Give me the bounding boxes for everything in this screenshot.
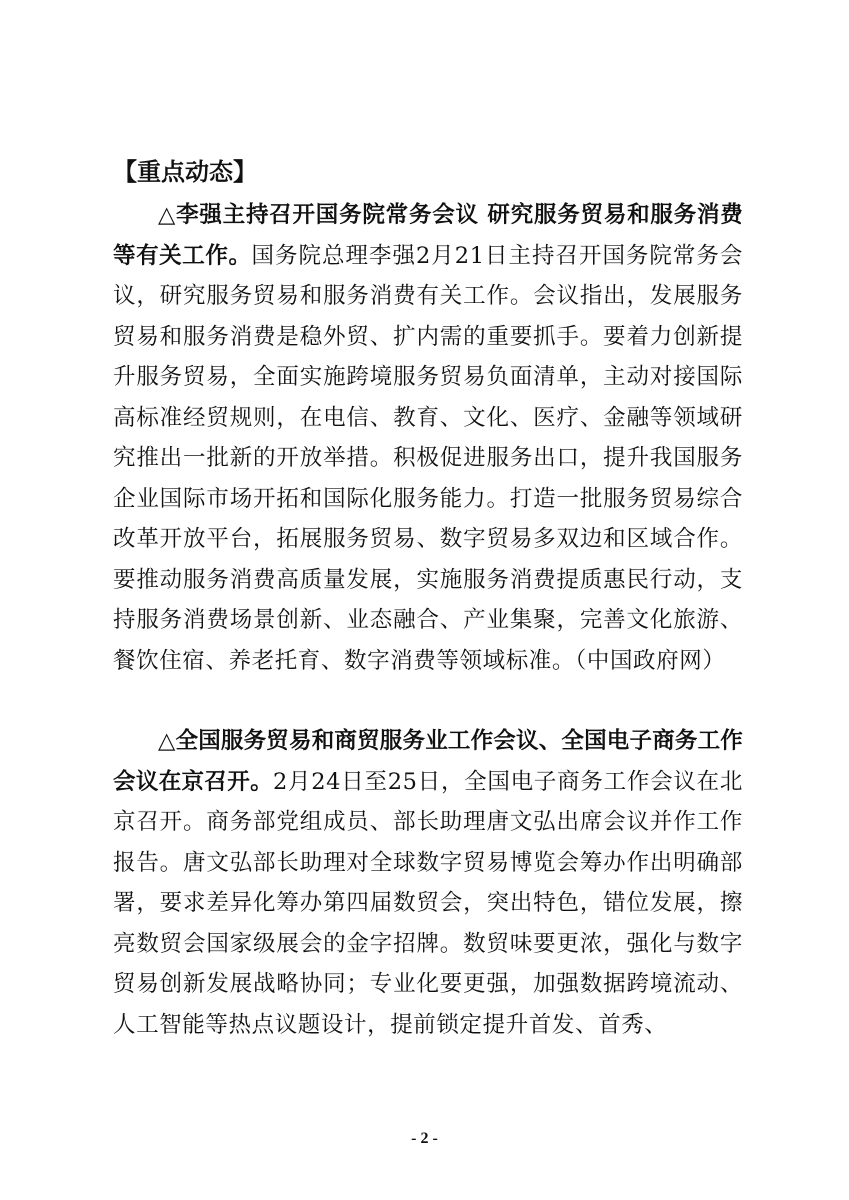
section-heading: 【重点动态】 xyxy=(113,158,257,186)
news-item-1-body: 国务院总理李强2月21日主持召开国务院常务会议，研究服务贸易和服务消费有关工作。会议指出，发展服务贸易和服务消费是稳外贸、扩内需的重要抓手。要着力创新提升服务贸易，全面实施跨境服务贸易负面清单，主动对接国际高标准经贸规则，在电信、教育、文化、医疗、金融等领域研究推出一批新的开放举措。积极促进服务出口，提升我国服务企业国际市场开拓和国际化服务能力。打造一批服务贸易综合改革开放平台，拓展服务贸易、数字贸易多双边和区域合作。要推动服务消费高质量发展，实施服务消费提质惠民行动，支持服务消费场景创新、业态融合、产业集聚，完善文化旅游、餐饮住宿、养老托育、数字消费等领域标准。（中国政府网） xyxy=(113,242,743,674)
news-item-1-title: △李强主持召开国务院常务会议 研究服务贸易和服务消费等有关工作。 xyxy=(113,202,743,269)
news-item-2 xyxy=(113,721,743,1045)
page-number: - 2 - xyxy=(411,1130,438,1147)
news-item-1 xyxy=(113,195,743,681)
news-item-2-body: 2月24日至25日，全国电子商务工作会议在北京召开。商务部党组成员、部长助理唐文弘出席会议并作工作报告。唐文弘部长助理对全球数字贸易博览会筹办作出明确部署，要求差异化筹办第四届数贸会，突出特色，错位发展，擦亮数贸会国家级展会的金字招牌。数贸味要更浓，强化与数字贸易创新发展战略协同；专业化要更强，加强数据跨境流动、人工智能等热点议题设计，提前锁定提升首发、首秀、 xyxy=(113,768,744,1038)
news-item-2-title: △全国服务贸易和商贸服务业工作会议、全国电子商务工作会议在京召开。 xyxy=(113,728,744,795)
